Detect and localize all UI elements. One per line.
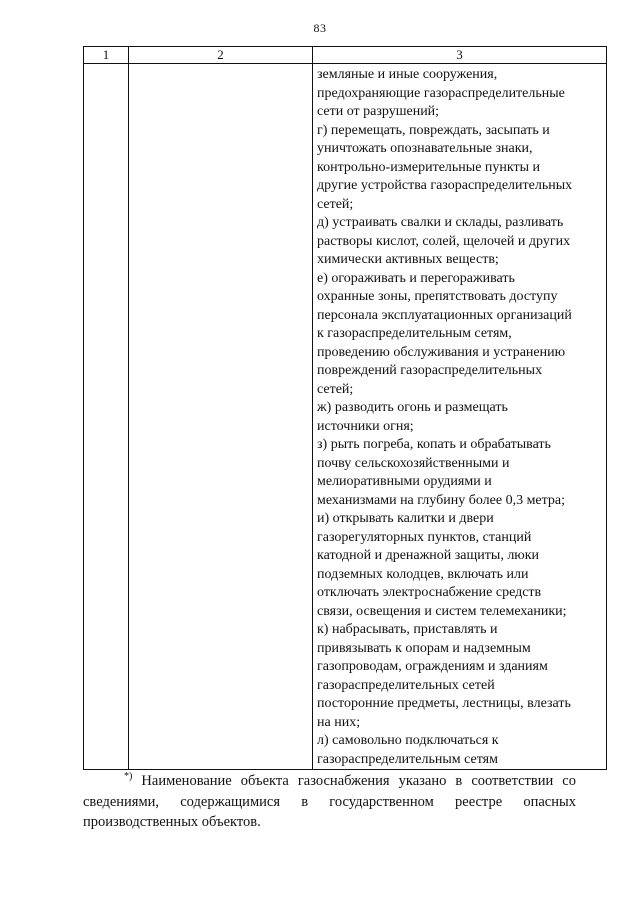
text-line: отключать электроснабжение средств xyxy=(317,585,542,600)
text-line: сетей; xyxy=(317,381,354,397)
text-line: растворы кислот, солей, щелочей и других xyxy=(317,233,571,249)
text-line: повреждений газораспределительных xyxy=(317,363,543,378)
footnote-text-1: Наименование объекта газоснабжения указано в соответствии со xyxy=(141,773,576,789)
text-line: земляные и иные сооружения, xyxy=(317,67,498,82)
column-header-1: 1 xyxy=(84,47,129,64)
text-line: контрольно-измерительные пункты и xyxy=(317,159,541,175)
text-line: сетей; xyxy=(317,196,354,212)
text-line: газораспределительным сетям xyxy=(317,751,498,767)
text-line: предохраняющие газораспределительные xyxy=(317,85,565,101)
text-line: проведению обслуживания и устранению xyxy=(317,344,566,360)
text-line: механизмами на глубину более 0,3 метра; xyxy=(317,492,566,508)
text-line: почву сельскохозяйственными и xyxy=(317,455,510,471)
text-line: к) набрасывать, приставлять и xyxy=(317,622,498,637)
text-line: источники огня; xyxy=(317,418,414,434)
text-line: уничтожать опознавательные знаки, xyxy=(317,141,533,156)
text-line: д) устраивать свалки и склады, разливать xyxy=(317,215,564,230)
column-2-cell xyxy=(129,64,313,770)
text-line: и) открывать калитки и двери xyxy=(317,511,494,526)
column-header-3: 3 xyxy=(313,47,607,64)
text-line: связи, освещения и систем телемеханики; xyxy=(317,603,567,619)
text-line: г) перемещать, повреждать, засыпать и xyxy=(317,122,550,138)
text-line: посторонние предметы, лестницы, влезать xyxy=(317,696,571,711)
text-line: охранные зоны, препятствовать доступу xyxy=(317,289,558,304)
restrictions-text xyxy=(317,66,598,769)
text-line: сети от разрушений; xyxy=(317,104,440,119)
text-line: катодной и дренажной защиты, люки xyxy=(317,548,540,563)
column-3-cell xyxy=(313,64,607,770)
footnote xyxy=(83,771,576,833)
regulations-table xyxy=(83,46,607,770)
text-line: газорегуляторных пунктов, станций xyxy=(317,529,532,545)
text-line: газораспределительных сетей xyxy=(317,677,495,693)
footnote-line-1 xyxy=(83,771,576,792)
footnote-line-2: сведениями, содержащимися в государственном реестре опасных xyxy=(83,793,576,810)
text-line: газопроводам, ограждениям и зданиям xyxy=(317,659,548,674)
column-1-cell xyxy=(84,64,129,770)
footnote-mark: *) xyxy=(124,771,133,783)
column-header-2: 2 xyxy=(129,47,313,64)
text-line: мелиоративными орудиями и xyxy=(317,474,492,489)
text-line: химически активных веществ; xyxy=(317,252,499,267)
text-line: е) огораживать и перегораживать xyxy=(317,270,515,286)
page-number: 83 xyxy=(313,21,327,35)
text-line: подземных колодцев, включать или xyxy=(317,566,529,582)
text-line: з) рыть погреба, копать и обрабатывать xyxy=(317,437,551,452)
text-line: ж) разводить огонь и размещать xyxy=(317,400,508,415)
table-header-row xyxy=(84,47,607,64)
text-line: л) самовольно подключаться к xyxy=(317,733,499,748)
table-row xyxy=(84,64,607,770)
footnote-line-3: производственных объектов. xyxy=(83,814,261,830)
text-line: другие устройства газораспределительных xyxy=(317,178,573,193)
text-line: к газораспределительным сетям, xyxy=(317,326,512,341)
text-line: на них; xyxy=(317,714,361,730)
text-line: персонала эксплуатационных организаций xyxy=(317,307,572,323)
text-line: привязывать к опорам и надземным xyxy=(317,640,531,656)
